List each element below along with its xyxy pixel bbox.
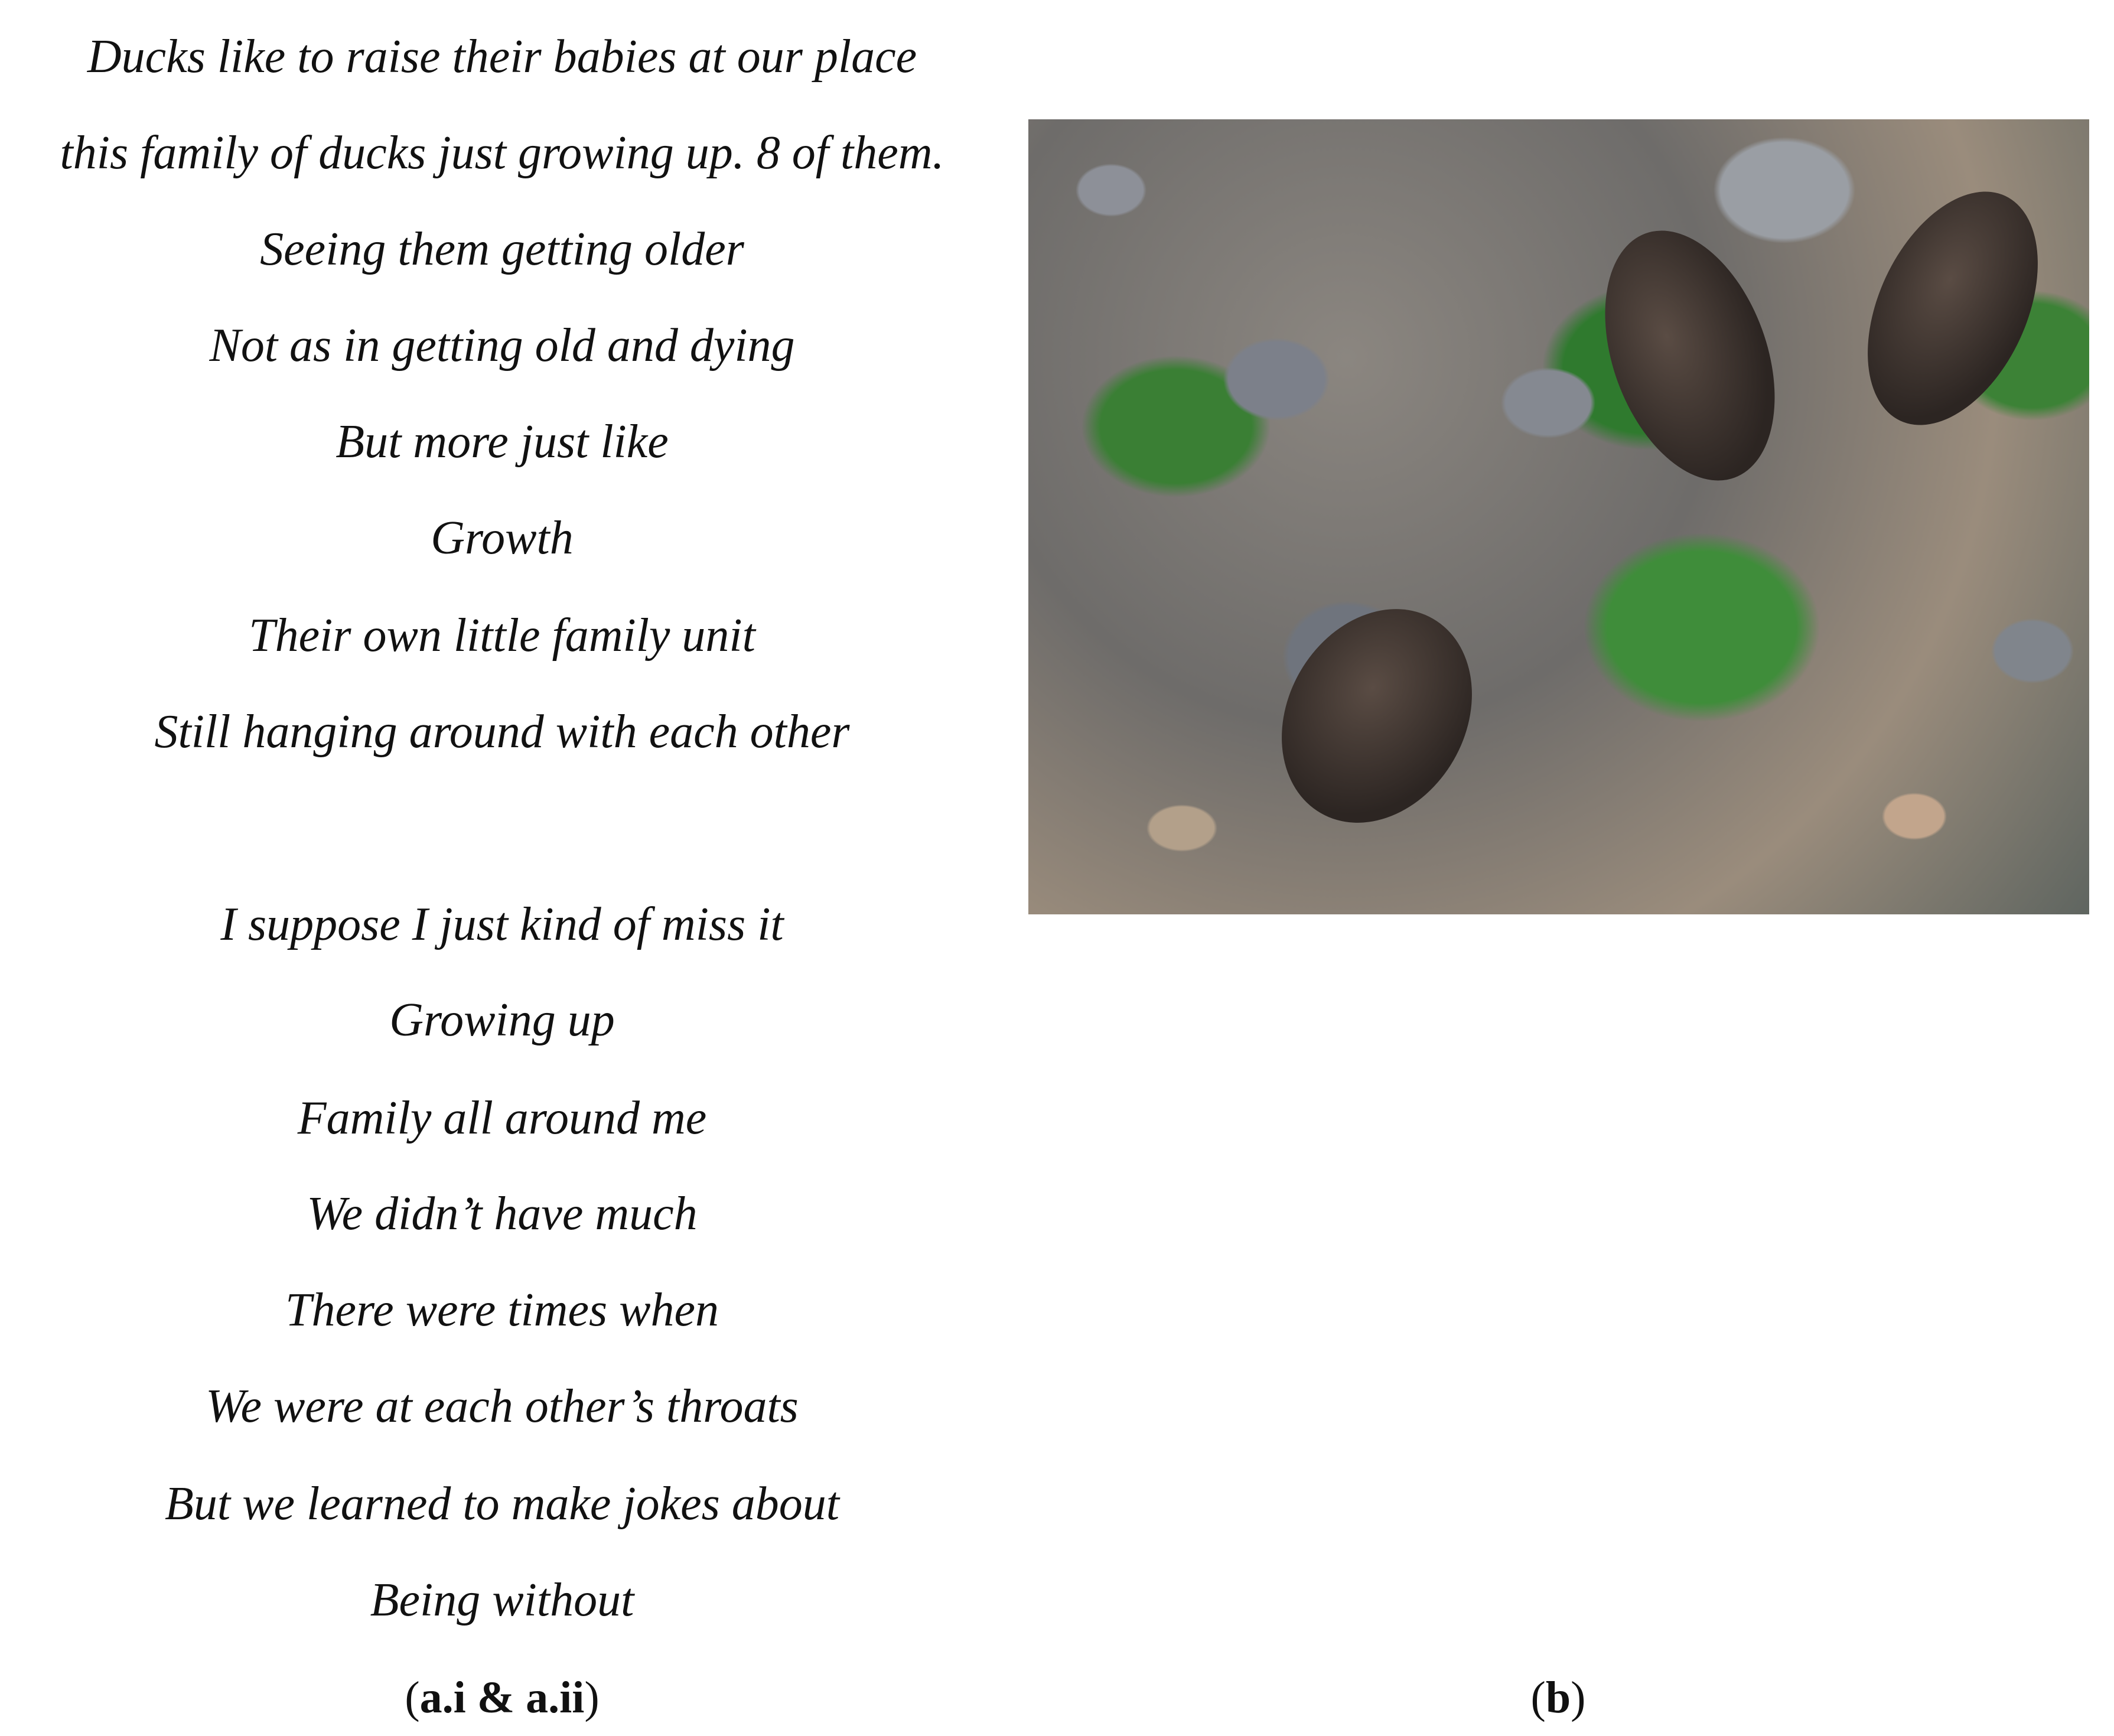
poem-line: Family all around me [297, 1092, 707, 1144]
ducklings-photo [1028, 119, 2089, 914]
duckling [1833, 165, 2072, 452]
caption-label: a.i & a.ii [419, 1673, 585, 1722]
poem-line: Seeing them getting older [260, 223, 744, 275]
caption-paren: ) [1571, 1673, 1586, 1722]
duckling [1574, 207, 1807, 504]
poem-line: But more just like [335, 416, 669, 468]
poem-line: Growing up [389, 994, 615, 1046]
poem-line: Their own little family unit [249, 610, 755, 662]
poem-line: We were at each other’s throats [206, 1380, 799, 1432]
poem-line: this family of ducks just growing up. 8 of them. [60, 127, 944, 179]
poem-line: Being without [370, 1574, 634, 1626]
poem-line: Ducks like to raise their babies at our place [87, 31, 917, 83]
poem-line: Still hanging around with each other [154, 706, 850, 758]
poem-line: Not as in getting old and dying [209, 320, 795, 372]
poem-line: We didn’t have much [307, 1188, 698, 1240]
caption-a [0, 1675, 1004, 1720]
poem-line: But we learned to make jokes about [165, 1478, 839, 1530]
poem-line: I suppose I just kind of miss it [220, 898, 784, 950]
caption-paren: ) [584, 1673, 600, 1722]
caption-paren: ( [1530, 1673, 1546, 1722]
caption-paren: ( [405, 1673, 420, 1722]
caption-label: b [1545, 1673, 1571, 1722]
caption-b [1440, 1675, 1676, 1720]
poem-line: Growth [431, 512, 574, 564]
poem-line: There were times when [285, 1284, 719, 1336]
duckling [1244, 574, 1510, 857]
